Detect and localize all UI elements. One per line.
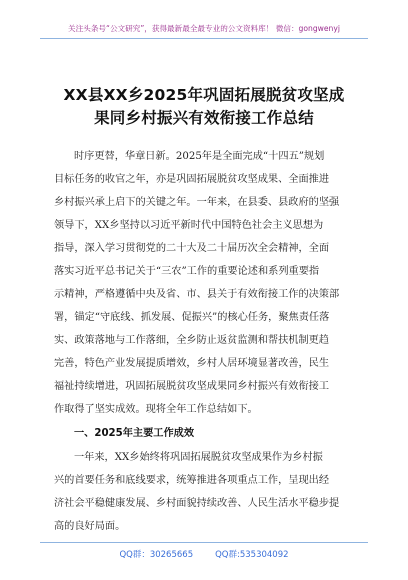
footer-qq-group-2: QQ群:535304092 — [215, 550, 289, 560]
paragraph-line: 完善，特色产业发展提质增效，乡村人居环境显著改善，民生 — [54, 358, 330, 369]
document-title-line-2: 果同乡村振兴有效衔接工作总结 — [94, 109, 314, 127]
paragraph-line: 高的良好局面。 — [54, 521, 126, 532]
paragraph-line: 作取得了坚实成效。现将全年工作总结如下。 — [54, 404, 258, 415]
paragraph-line: 乡村振兴承上启下的关键之年。一年来，在县委、县政府的坚强 — [54, 197, 340, 208]
header-divider — [40, 38, 368, 39]
document-title-line-1: XX县XX乡2025年巩固拓展脱贫攻坚成 — [63, 86, 345, 104]
footer-divider — [40, 542, 368, 543]
footer — [0, 548, 408, 560]
header-banner: 关注头条号“公文研究”，获得最新最全最专业的公文资料库！ 微信：gongwenyj — [68, 24, 340, 33]
paragraph-line: 领导下，XX乡坚持以习近平新时代中国特色社会主义思想为 — [54, 220, 324, 231]
paragraph-line: 一年来，XX乡始终将巩固拓展脱贫攻坚成果作为乡村振 — [74, 452, 323, 463]
paragraph-line: 兴的首要任务和底线要求，统筹推进各项重点工作，呈现出经 — [54, 475, 330, 486]
paragraph-line: 示精神，严格遵循中央及省、市、县关于有效衔接工作的决策部 — [54, 289, 340, 300]
paragraph-line: 时序更替，华章日新。2025年是全面完成“十四五”规划 — [74, 151, 325, 162]
paragraph-line: 目标任务的收官之年，亦是巩固拓展脱贫攻坚成果、全面推进 — [54, 174, 330, 185]
paragraph-line: 福祉持续增进，巩固拓展脱贫攻坚成果同乡村振兴有效衔接工 — [54, 381, 330, 392]
paragraph-line: 指导，深入学习贯彻党的二十大及二十届历次全会精神，全面 — [54, 243, 330, 254]
footer-qq-group-1: QQ群：30265665 — [119, 550, 194, 560]
paragraph-line: 实、政策落地与工作落细，全乡防止返贫监测和帮扶机制更趋 — [54, 335, 330, 346]
paragraph-line: 济社会平稳健康发展、乡村面貌持续改善、人民生活水平稳步提 — [54, 498, 340, 509]
paragraph-line: 落实习近平总书记关于“三农”工作的重要论述和系列重要指 — [54, 266, 320, 277]
section-heading: 一、2025年主要工作成效 — [74, 428, 195, 439]
paragraph-line: 署，锚定“守底线、抓发展、促振兴”的核心任务，聚焦责任落 — [54, 312, 330, 323]
